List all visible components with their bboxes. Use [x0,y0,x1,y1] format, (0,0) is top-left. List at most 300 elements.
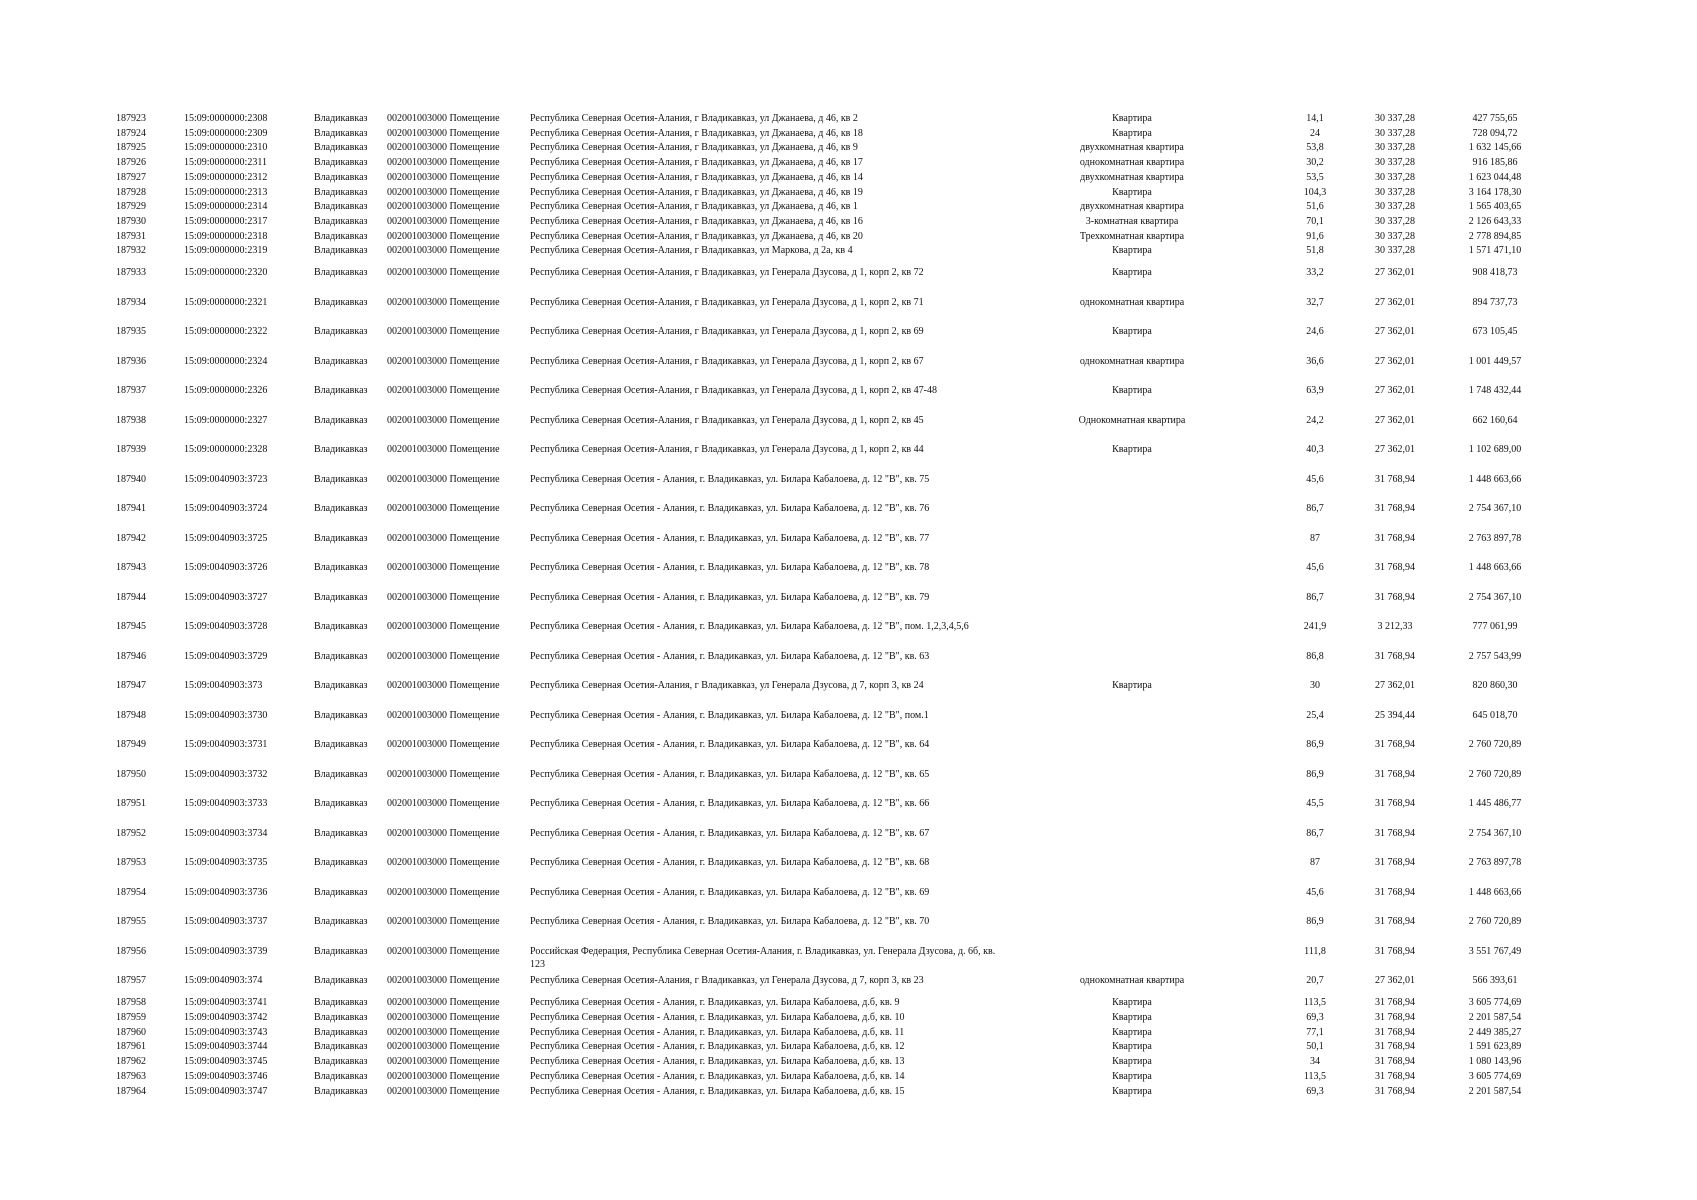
premises-kind-cell: Квартира [1112,1056,1152,1068]
address-cell: Республика Северная Осетия-Алания, г Владикавказ, ул Генерала Дзусова, д 1, корп 2, кв 72 [530,267,924,279]
cadastral-number-cell: 15:09:0040903:373 [184,680,263,692]
unit-price-cell: 30 337,28 [1375,186,1415,198]
premises-kind-cell: двухкомнатная квартира [1080,142,1184,154]
object-type-cell: 002001003000 Помещение [387,916,500,928]
premises-kind-cell: Квартира [1112,1085,1152,1097]
unit-price-cell: 30 337,28 [1375,215,1415,227]
unit-price-cell: 31 768,94 [1375,1041,1415,1053]
object-type-cell: 002001003000 Помещение [387,230,500,242]
area-cell: 14,1 [1306,113,1324,124]
area-cell: 87 [1310,532,1320,544]
row-id-cell: 187952 [116,827,146,839]
row-id-cell: 187951 [116,798,146,810]
city-cell: Владикавказ [314,113,368,124]
premises-kind-cell: Квартира [1112,444,1152,456]
cadastral-number-cell: 15:09:0000000:2317 [184,215,268,227]
address-cell: Республика Северная Осетия - Алания, г. Владикавказ, ул. Билара Кабалоева, д. 12 "В", кв. 79 [530,591,930,603]
city-cell: Владикавказ [314,680,368,692]
cadastral-number-cell: 15:09:0040903:3735 [184,857,268,869]
unit-price-cell: 27 362,01 [1375,296,1415,308]
address-cell: Республика Северная Осетия-Алания, г Владикавказ, ул Маркова, д 2а, кв 4 [530,245,853,257]
cadastral-number-cell: 15:09:0040903:3742 [184,1012,268,1023]
cadastral-number-cell: 15:09:0040903:3733 [184,798,268,810]
premises-kind-cell: Квартира [1112,267,1152,279]
city-cell: Владикавказ [314,201,368,213]
area-cell: 36,6 [1306,355,1324,367]
unit-price-cell: 27 362,01 [1375,267,1415,279]
premises-kind-cell: Квартира [1112,127,1152,139]
row-id-cell: 187947 [116,680,146,692]
address-cell: Республика Северная Осетия-Алания, г Владикавказ, ул Джанаева, д 46, кв 9 [530,142,858,154]
cadastral-value-cell: 2 201 587,54 [1468,1085,1522,1097]
unit-price-cell: 30 337,28 [1375,127,1415,139]
row-id-cell: 187943 [116,562,146,574]
cadastral-number-cell: 15:09:0000000:2313 [184,186,268,198]
cadastral-number-cell: 15:09:0040903:3743 [184,1026,268,1038]
unit-price-cell: 31 768,94 [1375,916,1415,928]
object-type-cell: 002001003000 Помещение [387,827,500,839]
cadastral-number-cell: 15:09:0040903:3728 [184,621,268,633]
unit-price-cell: 31 768,94 [1375,798,1415,810]
city-cell: Владикавказ [314,444,368,456]
cadastral-value-cell: 3 164 178,30 [1468,186,1522,198]
unit-price-cell: 31 768,94 [1375,503,1415,515]
cadastral-value-cell: 2 778 894,85 [1468,230,1522,242]
cadastral-value-cell: 3 605 774,69 [1468,997,1522,1009]
row-id-cell: 187934 [116,296,146,308]
row-id-cell: 187950 [116,768,146,780]
row-id-cell: 187926 [116,157,146,169]
premises-kind-cell: двухкомнатная квартира [1080,171,1184,183]
city-cell: Владикавказ [314,562,368,574]
cadastral-number-cell: 15:09:0040903:3723 [184,473,268,485]
object-type-cell: 002001003000 Помещение [387,473,500,485]
address-cell: Республика Северная Осетия - Алания, г. Владикавказ, ул. Билара Кабалоева, д. 12 "В", кв. 67 [530,827,930,839]
object-type-cell: 002001003000 Помещение [387,945,500,957]
object-type-cell: 002001003000 Помещение [387,562,500,574]
cadastral-value-cell: 2 449 385,27 [1468,1026,1522,1038]
premises-kind-cell: Однокомнатная квартира [1078,414,1186,426]
cadastral-value-cell: 1 571 471,10 [1468,245,1522,257]
city-cell: Владикавказ [314,230,368,242]
cadastral-number-cell: 15:09:0000000:2326 [184,385,268,397]
area-cell: 86,7 [1306,591,1324,603]
area-cell: 86,9 [1306,916,1324,928]
area-cell: 24 [1310,127,1320,139]
row-id-cell: 187944 [116,591,146,603]
cadastral-value-cell: 2 126 643,33 [1468,215,1522,227]
object-type-cell: 002001003000 Помещение [387,886,500,898]
area-cell: 86,9 [1306,739,1324,751]
cadastral-number-cell: 15:09:0040903:3737 [184,916,268,928]
area-cell: 53,5 [1306,171,1324,183]
unit-price-cell: 31 768,94 [1375,1070,1415,1082]
unit-price-cell: 30 337,28 [1375,230,1415,242]
object-type-cell: 002001003000 Помещение [387,245,500,257]
object-type-cell: 002001003000 Помещение [387,1085,500,1097]
cadastral-number-cell: 15:09:0000000:2327 [184,414,268,426]
cadastral-value-cell: 1 102 689,00 [1468,444,1522,456]
row-id-cell: 187933 [116,267,146,279]
address-cell: Республика Северная Осетия - Алания, г. Владикавказ, ул. Билара Кабалоева, д.б, кв. 12 [530,1041,905,1053]
area-cell: 104,3 [1303,186,1327,198]
city-cell: Владикавказ [314,127,368,139]
unit-price-cell: 31 768,94 [1375,532,1415,544]
cadastral-value-cell: 2 757 543,99 [1468,650,1522,662]
area-cell: 34 [1310,1056,1320,1068]
cadastral-value-cell: 566 393,61 [1472,975,1518,987]
cadastral-number-cell: 15:09:0040903:3745 [184,1056,268,1068]
cadastral-number-cell: 15:09:0040903:3726 [184,562,268,574]
cadastral-number-cell: 15:09:0000000:2321 [184,296,268,308]
cadastral-value-cell: 2 760 720,89 [1468,916,1522,928]
row-id-cell: 187948 [116,709,146,721]
cadastral-number-cell: 15:09:0040903:3732 [184,768,268,780]
area-cell: 113,5 [1303,997,1327,1009]
area-cell: 33,2 [1306,267,1324,279]
address-cell: Республика Северная Осетия - Алания, г. Владикавказ, ул. Билара Кабалоева, д.б, кв. 13 [530,1056,905,1068]
address-cell: Республика Северная Осетия - Алания, г. Владикавказ, ул. Билара Кабалоева, д. 12 "В", кв. 77 [530,532,930,544]
row-id-cell: 187940 [116,473,146,485]
row-id-cell: 187962 [116,1056,146,1068]
object-type-cell: 002001003000 Помещение [387,215,500,227]
city-cell: Владикавказ [314,414,368,426]
object-type-cell: 002001003000 Помещение [387,326,500,338]
address-cell: Республика Северная Осетия - Алания, г. Владикавказ, ул. Билара Кабалоева, д. 12 "В", пом. 1,2,3,4,5,6 [530,621,969,633]
city-cell: Владикавказ [314,1070,368,1082]
area-cell: 30,2 [1306,157,1324,169]
city-cell: Владикавказ [314,768,368,780]
object-type-cell: 002001003000 Помещение [387,127,500,139]
cadastral-number-cell: 15:09:0000000:2319 [184,245,268,257]
city-cell: Владикавказ [314,709,368,721]
object-type-cell: 002001003000 Помещение [387,171,500,183]
area-cell: 77,1 [1306,1026,1324,1038]
premises-kind-cell: Квартира [1112,1012,1152,1023]
row-id-cell: 187956 [116,945,146,957]
address-cell: Республика Северная Осетия-Алания, г Владикавказ, ул Джанаева, д 46, кв 16 [530,215,863,227]
row-id-cell: 187928 [116,186,146,198]
unit-price-cell: 27 362,01 [1375,444,1415,456]
cadastral-value-cell: 2 754 367,10 [1468,503,1522,515]
cadastral-value-cell: 3 605 774,69 [1468,1070,1522,1082]
address-cell: Республика Северная Осетия-Алания, г Владикавказ, ул Генерала Дзусова, д 1, корп 2, кв 67 [530,355,924,367]
address-cell: Республика Северная Осетия-Алания, г Владикавказ, ул Генерала Дзусова, д 1, корп 2, кв 45 [530,414,924,426]
row-id-cell: 187938 [116,414,146,426]
address-cell: Республика Северная Осетия - Алания, г. Владикавказ, ул. Билара Кабалоева, д. 12 "В", кв. 64 [530,739,930,751]
row-id-cell: 187953 [116,857,146,869]
row-id-cell: 187964 [116,1085,146,1097]
unit-price-cell: 27 362,01 [1375,326,1415,338]
address-cell: Республика Северная Осетия-Алания, г Владикавказ, ул Джанаева, д 46, кв 18 [530,127,863,139]
cadastral-number-cell: 15:09:0000000:2320 [184,267,268,279]
premises-kind-cell: Квартира [1112,1070,1152,1082]
cadastral-value-cell: 1 448 663,66 [1468,562,1522,574]
cadastral-value-cell: 2 763 897,78 [1468,532,1522,544]
area-cell: 241,9 [1303,621,1327,633]
address-cell: Республика Северная Осетия-Алания, г Владикавказ, ул Джанаева, д 46, кв 17 [530,157,863,169]
area-cell: 86,7 [1306,503,1324,515]
unit-price-cell: 30 337,28 [1375,113,1415,124]
unit-price-cell: 31 768,94 [1375,945,1415,957]
address-cell: Республика Северная Осетия - Алания, г. Владикавказ, ул. Билара Кабалоева, д. 12 "В", кв. 69 [530,886,930,898]
unit-price-cell: 31 768,94 [1375,591,1415,603]
row-id-cell: 187961 [116,1041,146,1053]
city-cell: Владикавказ [314,1056,368,1068]
row-id-cell: 187949 [116,739,146,751]
cadastral-number-cell: 15:09:0040903:3739 [184,945,268,957]
unit-price-cell: 31 768,94 [1375,1012,1415,1023]
cadastral-value-cell: 1 623 044,48 [1468,171,1522,183]
area-cell: 32,7 [1306,296,1324,308]
cadastral-number-cell: 15:09:0040903:3736 [184,886,268,898]
unit-price-cell: 27 362,01 [1375,385,1415,397]
city-cell: Владикавказ [314,1085,368,1097]
city-cell: Владикавказ [314,142,368,154]
row-id-cell: 187930 [116,215,146,227]
area-cell: 45,5 [1306,798,1324,810]
city-cell: Владикавказ [314,621,368,633]
area-cell: 45,6 [1306,562,1324,574]
unit-price-cell: 30 337,28 [1375,171,1415,183]
area-cell: 53,8 [1306,142,1324,154]
area-cell: 86,9 [1306,768,1324,780]
unit-price-cell: 31 768,94 [1375,473,1415,485]
address-cell: Республика Северная Осетия - Алания, г. Владикавказ, ул. Билара Кабалоева, д. 12 "В", кв. 68 [530,857,930,869]
object-type-cell: 002001003000 Помещение [387,355,500,367]
object-type-cell: 002001003000 Помещение [387,113,500,124]
area-cell: 25,4 [1306,709,1324,721]
city-cell: Владикавказ [314,916,368,928]
cadastral-number-cell: 15:09:0040903:3725 [184,532,268,544]
area-cell: 86,7 [1306,827,1324,839]
cadastral-value-cell: 820 860,30 [1472,680,1518,692]
unit-price-cell: 31 768,94 [1375,886,1415,898]
area-cell: 24,2 [1306,414,1324,426]
row-id-cell: 187955 [116,916,146,928]
cadastral-value-cell: 3 551 767,49 [1468,945,1522,957]
cadastral-value-cell: 427 755,65 [1472,113,1518,124]
cadastral-number-cell: 15:09:0040903:3731 [184,739,268,751]
cadastral-number-cell: 15:09:0040903:3730 [184,709,268,721]
address-cell: Республика Северная Осетия-Алания, г Владикавказ, ул Джанаева, д 46, кв 14 [530,171,863,183]
row-id-cell: 187931 [116,230,146,242]
object-type-cell: 002001003000 Помещение [387,1070,500,1082]
city-cell: Владикавказ [314,503,368,515]
unit-price-cell: 27 362,01 [1375,355,1415,367]
cadastral-number-cell: 15:09:0000000:2322 [184,326,268,338]
row-id-cell: 187954 [116,886,146,898]
object-type-cell: 002001003000 Помещение [387,157,500,169]
address-cell: Республика Северная Осетия - Алания, г. Владикавказ, ул. Билара Кабалоева, д.б, кв. 11 [530,1026,905,1038]
premises-kind-cell: двухкомнатная квартира [1080,201,1184,213]
address-cell: Республика Северная Осетия - Алания, г. Владикавказ, ул. Билара Кабалоева, д. 12 "В", пом.1 [530,709,929,721]
premises-kind-cell: Квартира [1112,186,1152,198]
address-cell: Республика Северная Осетия-Алания, г Владикавказ, ул Генерала Дзусова, д 1, корп 2, кв 47-48 [530,385,937,397]
premises-kind-cell: Трехкомнатная квартира [1079,230,1185,242]
address-cell: Республика Северная Осетия - Алания, г. Владикавказ, ул. Билара Кабалоева, д. 12 "В", кв. 65 [530,768,930,780]
address-cell: Республика Северная Осетия-Алания, г Владикавказ, ул Джанаева, д 46, кв 20 [530,230,863,242]
row-id-cell: 187958 [116,997,146,1009]
address-cell: Республика Северная Осетия - Алания, г. Владикавказ, ул. Билара Кабалоева, д. 12 "В", кв. 70 [530,916,930,928]
object-type-cell: 002001003000 Помещение [387,1026,500,1038]
address-cell: Республика Северная Осетия-Алания, г Владикавказ, ул Джанаева, д 46, кв 2 [530,113,858,124]
address-cell: Республика Северная Осетия-Алания, г Владикавказ, ул Джанаева, д 46, кв 1 [530,201,858,213]
city-cell: Владикавказ [314,296,368,308]
area-cell: 20,7 [1306,975,1324,987]
row-id-cell: 187927 [116,171,146,183]
premises-kind-cell: 3-комнатная квартира [1085,215,1179,227]
cadastral-value-cell: 728 094,72 [1472,127,1518,139]
object-type-cell: 002001003000 Помещение [387,798,500,810]
cadastral-value-cell: 1 448 663,66 [1468,473,1522,485]
cadastral-number-cell: 15:09:0040903:3744 [184,1041,268,1053]
cadastral-value-cell: 1 591 623,89 [1468,1041,1522,1053]
object-type-cell: 002001003000 Помещение [387,201,500,213]
unit-price-cell: 31 768,94 [1375,650,1415,662]
unit-price-cell: 31 768,94 [1375,827,1415,839]
cadastral-value-cell: 1 445 486,77 [1468,798,1522,810]
city-cell: Владикавказ [314,997,368,1009]
object-type-cell: 002001003000 Помещение [387,591,500,603]
premises-kind-cell: Квартира [1112,997,1152,1009]
unit-price-cell: 27 362,01 [1375,414,1415,426]
premises-kind-cell: однокомнатная квартира [1079,355,1185,367]
city-cell: Владикавказ [314,215,368,227]
address-cell: Республика Северная Осетия-Алания, г Владикавказ, ул Джанаева, д 46, кв 19 [530,186,863,198]
row-id-cell: 187935 [116,326,146,338]
object-type-cell: 002001003000 Помещение [387,650,500,662]
object-type-cell: 002001003000 Помещение [387,739,500,751]
cadastral-number-cell: 15:09:0000000:2309 [184,127,268,139]
address-cell: Республика Северная Осетия-Алания, г Владикавказ, ул Генерала Дзусова, д 7, корп 3, кв 23 [530,975,924,987]
object-type-cell: 002001003000 Помещение [387,1056,500,1068]
city-cell: Владикавказ [314,171,368,183]
unit-price-cell: 31 768,94 [1375,768,1415,780]
area-cell: 111,8 [1304,945,1326,957]
city-cell: Владикавказ [314,945,368,957]
object-type-cell: 002001003000 Помещение [387,267,500,279]
city-cell: Владикавказ [314,857,368,869]
area-cell: 24,6 [1306,326,1324,338]
area-cell: 91,6 [1306,230,1324,242]
cadastral-number-cell: 15:09:0000000:2308 [184,113,268,124]
cadastral-value-cell: 2 760 720,89 [1468,739,1522,751]
address-cell: Республика Северная Осетия - Алания, г. Владикавказ, ул. Билара Кабалоева, д.б, кв. 14 [530,1070,905,1082]
cadastral-number-cell: 15:09:0000000:2310 [184,142,268,154]
city-cell: Владикавказ [314,186,368,198]
object-type-cell: 002001003000 Помещение [387,142,500,154]
city-cell: Владикавказ [314,650,368,662]
cadastral-number-cell: 15:09:0000000:2314 [184,201,268,213]
row-id-cell: 187925 [116,142,146,154]
row-id-cell: 187963 [116,1070,146,1082]
city-cell: Владикавказ [314,245,368,257]
row-id-cell: 187929 [116,201,146,213]
object-type-cell: 002001003000 Помещение [387,414,500,426]
cadastral-number-cell: 15:09:0000000:2324 [184,355,268,367]
unit-price-cell: 31 768,94 [1375,997,1415,1009]
area-cell: 45,6 [1306,886,1324,898]
cadastral-value-cell: 2 754 367,10 [1468,827,1522,839]
city-cell: Владикавказ [314,326,368,338]
area-cell: 113,5 [1303,1070,1327,1082]
unit-price-cell: 27 362,01 [1375,680,1415,692]
cadastral-number-cell: 15:09:0040903:3724 [184,503,268,515]
area-cell: 40,3 [1306,444,1324,456]
premises-kind-cell: однокомнатная квартира [1079,975,1185,987]
city-cell: Владикавказ [314,1041,368,1053]
unit-price-cell: 30 337,28 [1375,245,1415,257]
row-id-cell: 187946 [116,650,146,662]
cadastral-number-cell: 15:09:0040903:3747 [184,1085,268,1097]
row-id-cell: 187939 [116,444,146,456]
area-cell: 51,8 [1306,245,1324,257]
unit-price-cell: 30 337,28 [1375,201,1415,213]
object-type-cell: 002001003000 Помещение [387,444,500,456]
row-id-cell: 187957 [116,975,146,987]
unit-price-cell: 31 768,94 [1375,1085,1415,1097]
object-type-cell: 002001003000 Помещение [387,186,500,198]
object-type-cell: 002001003000 Помещение [387,975,500,987]
cadastral-value-cell: 1 448 663,66 [1468,886,1522,898]
address-cell: Республика Северная Осетия - Алания, г. Владикавказ, ул. Билара Кабалоева, д. 12 "В", кв. 76 [530,503,930,515]
row-id-cell: 187941 [116,503,146,515]
premises-kind-cell: Квартира [1112,245,1152,257]
address-cell: Республика Северная Осетия - Алания, г. Владикавказ, ул. Билара Кабалоева, д.б, кв. 15 [530,1085,905,1097]
cadastral-value-cell: 2 760 720,89 [1468,768,1522,780]
premises-kind-cell: Квартира [1112,1026,1152,1038]
object-type-cell: 002001003000 Помещение [387,1012,500,1023]
object-type-cell: 002001003000 Помещение [387,768,500,780]
cadastral-number-cell: 15:09:0040903:3741 [184,997,268,1009]
cadastral-number-cell: 15:09:0040903:3734 [184,827,268,839]
row-id-cell: 187942 [116,532,146,544]
premises-kind-cell: однокомнатная квартира [1079,296,1185,308]
object-type-cell: 002001003000 Помещение [387,1041,500,1053]
cadastral-number-cell: 15:09:0040903:3727 [184,591,268,603]
area-cell: 87 [1310,857,1320,869]
object-type-cell: 002001003000 Помещение [387,296,500,308]
premises-kind-cell: Квартира [1112,385,1152,397]
cadastral-value-cell: 1 001 449,57 [1468,355,1522,367]
address-cell: Российская Федерация, Республика Северная Осетия-Алания, г. Владикавказ, ул. Генерала Дзусова, д. 6б, кв. 123 [530,945,996,970]
address-cell: Республика Северная Осетия - Алания, г. Владикавказ, ул. Билара Кабалоева, д. 12 "В", кв. 66 [530,798,930,810]
city-cell: Владикавказ [314,1026,368,1038]
unit-price-cell: 3 212,33 [1377,621,1413,633]
area-cell: 45,6 [1306,473,1324,485]
area-cell: 69,3 [1306,1085,1324,1097]
object-type-cell: 002001003000 Помещение [387,680,500,692]
row-id-cell: 187924 [116,127,146,139]
area-cell: 70,1 [1306,215,1324,227]
unit-price-cell: 31 768,94 [1375,739,1415,751]
city-cell: Владикавказ [314,532,368,544]
row-id-cell: 187959 [116,1012,146,1023]
address-cell: Республика Северная Осетия-Алания, г Владикавказ, ул Генерала Дзусова, д 1, корп 2, кв 69 [530,326,924,338]
premises-kind-cell: Квартира [1112,1041,1152,1053]
object-type-cell: 002001003000 Помещение [387,857,500,869]
cadastral-number-cell: 15:09:0040903:374 [184,975,263,987]
city-cell: Владикавказ [314,355,368,367]
object-type-cell: 002001003000 Помещение [387,532,500,544]
row-id-cell: 187960 [116,1026,146,1038]
row-id-cell: 187936 [116,355,146,367]
city-cell: Владикавказ [314,886,368,898]
address-cell: Республика Северная Осетия-Алания, г Владикавказ, ул Генерала Дзусова, д 1, корп 2, кв 44 [530,444,924,456]
city-cell: Владикавказ [314,157,368,169]
cadastral-number-cell: 15:09:0000000:2328 [184,444,268,456]
